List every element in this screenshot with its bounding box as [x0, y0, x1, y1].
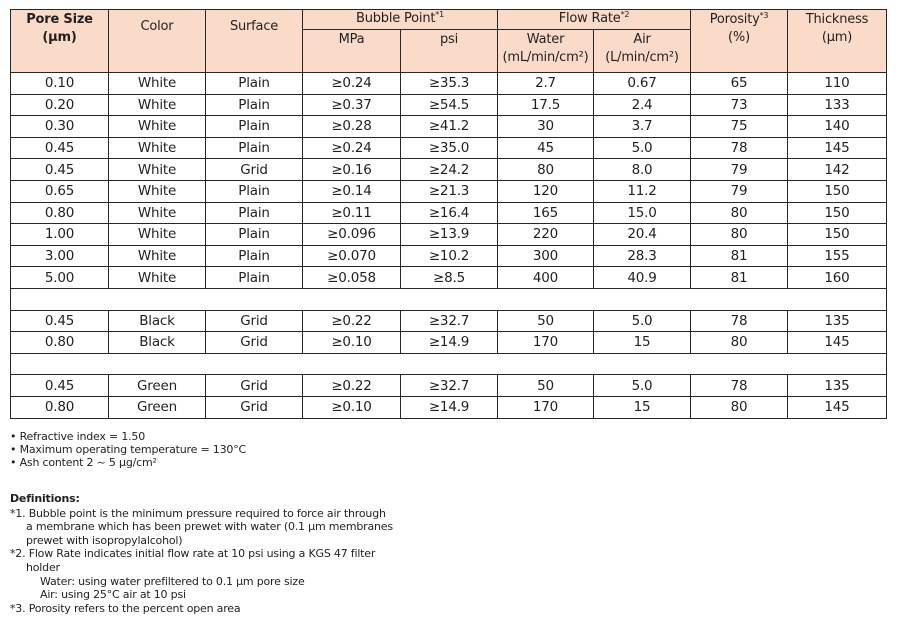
- cell-psi: ≥54.5: [401, 94, 498, 116]
- definition-1-line-2: a membrane which has been prewet with water (0.1 µm membranes: [26, 520, 393, 534]
- cell-thickness: 145: [788, 396, 887, 418]
- cell-pore: 0.30: [11, 116, 109, 138]
- cell-water: 17.5: [498, 94, 594, 116]
- cell-air: 40.9: [594, 267, 691, 289]
- table-row: [11, 94, 887, 116]
- cell-pore: 1.00: [11, 224, 109, 246]
- cell-psi: ≥32.7: [401, 375, 498, 397]
- cell-water: 300: [498, 245, 594, 267]
- cell-porosity: 81: [691, 245, 788, 267]
- cell-surface: Plain: [206, 73, 303, 95]
- definition-1-line-1: *1. Bubble point is the minimum pressure required to force air through: [10, 506, 386, 520]
- cell-air: 15: [594, 332, 691, 354]
- cell-color: White: [109, 73, 206, 95]
- cell-pore: 0.10: [11, 73, 109, 95]
- table-body: [11, 73, 887, 419]
- cell-thickness: 133: [788, 94, 887, 116]
- cell-porosity: 80: [691, 224, 788, 246]
- cell-surface: Plain: [206, 267, 303, 289]
- cell-mpa: ≥0.28: [303, 116, 401, 138]
- cell-water: 400: [498, 267, 594, 289]
- cell-thickness: 110: [788, 73, 887, 95]
- cell-air: 3.7: [594, 116, 691, 138]
- cell-thickness: 150: [788, 180, 887, 202]
- cell-pore: 5.00: [11, 267, 109, 289]
- spacer-cell: [11, 288, 887, 310]
- cell-water: 120: [498, 180, 594, 202]
- cell-pore: 0.45: [11, 159, 109, 181]
- cell-air: 5.0: [594, 375, 691, 397]
- cell-porosity: 78: [691, 375, 788, 397]
- cell-air: 8.0: [594, 159, 691, 181]
- cell-psi: ≥35.3: [401, 73, 498, 95]
- header-flow-rate: [498, 10, 691, 30]
- cell-air: 2.4: [594, 94, 691, 116]
- cell-porosity: 80: [691, 332, 788, 354]
- cell-water: 170: [498, 396, 594, 418]
- cell-thickness: 135: [788, 310, 887, 332]
- note-refractive-index: • Refractive index = 1.50: [10, 430, 146, 443]
- cell-color: White: [109, 180, 206, 202]
- header-psi: [401, 30, 498, 73]
- cell-psi: ≥10.2: [401, 245, 498, 267]
- cell-color: White: [109, 245, 206, 267]
- table-row: [11, 245, 887, 267]
- definition-2-line-3: Water: using water prefiltered to 0.1 µm pore size: [40, 574, 305, 588]
- cell-psi: ≥8.5: [401, 267, 498, 289]
- cell-thickness: 150: [788, 224, 887, 246]
- footnote-marker-1: *1: [435, 10, 444, 19]
- note-ash-content: • Ash content 2 ~ 5 µg/cm²: [10, 456, 157, 470]
- cell-surface: Plain: [206, 94, 303, 116]
- header-psi-label: psi: [439, 32, 459, 47]
- property-notes: [10, 430, 246, 470]
- cell-color: White: [109, 137, 206, 159]
- cell-water: 165: [498, 202, 594, 224]
- cell-porosity: 65: [691, 73, 788, 95]
- cell-psi: ≥32.7: [401, 310, 498, 332]
- group-spacer-row: [11, 353, 887, 375]
- table-row: [11, 375, 887, 397]
- cell-surface: Grid: [206, 332, 303, 354]
- header-pore-size: [11, 10, 109, 73]
- header-color: [109, 10, 206, 73]
- cell-water: 2.7: [498, 73, 594, 95]
- table-row: [11, 310, 887, 332]
- cell-color: Green: [109, 375, 206, 397]
- cell-porosity: 79: [691, 159, 788, 181]
- cell-mpa: ≥0.10: [303, 332, 401, 354]
- table-row: [11, 180, 887, 202]
- cell-pore: 0.80: [11, 396, 109, 418]
- cell-mpa: ≥0.11: [303, 202, 401, 224]
- membrane-spec-table: [10, 9, 887, 419]
- cell-porosity: 79: [691, 180, 788, 202]
- cell-water: 170: [498, 332, 594, 354]
- cell-color: White: [109, 116, 206, 138]
- cell-water: 220: [498, 224, 594, 246]
- header-thickness: [788, 10, 887, 73]
- cell-thickness: 140: [788, 116, 887, 138]
- header-porosity: [691, 10, 788, 73]
- definition-1-line-3: prewet with isopropylalcohol): [26, 533, 183, 547]
- cell-surface: Grid: [206, 159, 303, 181]
- cell-surface: Plain: [206, 245, 303, 267]
- footnote-marker-3: *3: [759, 11, 769, 20]
- header-air-label: Air: [633, 32, 651, 47]
- cell-psi: ≥35.0: [401, 137, 498, 159]
- table-row: [11, 267, 887, 289]
- cell-mpa: ≥0.22: [303, 310, 401, 332]
- cell-thickness: 160: [788, 267, 887, 289]
- cell-pore: 0.20: [11, 94, 109, 116]
- cell-water: 30: [498, 116, 594, 138]
- cell-mpa: ≥0.058: [303, 267, 401, 289]
- cell-psi: ≥16.4: [401, 202, 498, 224]
- header-flow-rate-label: Flow Rate: [558, 11, 621, 26]
- group-spacer-row: [11, 288, 887, 310]
- cell-color: White: [109, 159, 206, 181]
- cell-thickness: 150: [788, 202, 887, 224]
- cell-psi: ≥24.2: [401, 159, 498, 181]
- cell-thickness: 145: [788, 332, 887, 354]
- cell-color: White: [109, 224, 206, 246]
- header-bubble-point-label: Bubble Point: [356, 11, 436, 26]
- table-row: [11, 224, 887, 246]
- cell-porosity: 75: [691, 116, 788, 138]
- cell-porosity: 73: [691, 94, 788, 116]
- table-header: [11, 10, 887, 73]
- definition-2-line-1: *2. Flow Rate indicates initial flow rate at 10 psi using a KGS 47 filter: [10, 547, 376, 561]
- header-water: [498, 30, 594, 73]
- cell-psi: ≥14.9: [401, 396, 498, 418]
- table-row: [11, 137, 887, 159]
- header-pore-size-label: Pore Size: [26, 12, 93, 27]
- cell-mpa: ≥0.070: [303, 245, 401, 267]
- cell-pore: 0.45: [11, 310, 109, 332]
- cell-porosity: 80: [691, 396, 788, 418]
- cell-pore: 0.80: [11, 332, 109, 354]
- cell-air: 15.0: [594, 202, 691, 224]
- cell-air: 28.3: [594, 245, 691, 267]
- cell-color: White: [109, 94, 206, 116]
- footnote-marker-2: *2: [620, 10, 630, 19]
- header-water-unit: (mL/min/cm²): [502, 50, 589, 65]
- definitions-title: Definitions:: [10, 492, 80, 505]
- cell-mpa: ≥0.14: [303, 180, 401, 202]
- cell-pore: 3.00: [11, 245, 109, 267]
- cell-porosity: 78: [691, 310, 788, 332]
- cell-surface: Plain: [206, 224, 303, 246]
- spacer-cell: [11, 353, 887, 375]
- cell-surface: Plain: [206, 116, 303, 138]
- cell-porosity: 78: [691, 137, 788, 159]
- header-surface: [206, 10, 303, 73]
- cell-pore: 0.65: [11, 180, 109, 202]
- cell-mpa: ≥0.24: [303, 137, 401, 159]
- cell-color: White: [109, 267, 206, 289]
- definition-3-line-1: *3. Porosity refers to the percent open area: [10, 601, 241, 615]
- cell-surface: Grid: [206, 375, 303, 397]
- header-water-label: Water: [526, 32, 565, 47]
- header-air: [594, 30, 691, 73]
- table-row: [11, 332, 887, 354]
- definitions: [10, 492, 393, 615]
- cell-color: Black: [109, 310, 206, 332]
- header-thickness-label: Thickness: [805, 12, 869, 27]
- cell-psi: ≥13.9: [401, 224, 498, 246]
- cell-surface: Plain: [206, 180, 303, 202]
- cell-air: 20.4: [594, 224, 691, 246]
- definition-2-line-4: Air: using 25°C air at 10 psi: [40, 588, 186, 602]
- cell-air: 0.67: [594, 73, 691, 95]
- cell-thickness: 142: [788, 159, 887, 181]
- header-mpa: [303, 30, 401, 73]
- cell-air: 15: [594, 396, 691, 418]
- cell-surface: Plain: [206, 137, 303, 159]
- cell-thickness: 135: [788, 375, 887, 397]
- cell-color: White: [109, 202, 206, 224]
- table-row: [11, 396, 887, 418]
- table-row: [11, 202, 887, 224]
- cell-mpa: ≥0.22: [303, 375, 401, 397]
- cell-surface: Grid: [206, 310, 303, 332]
- header-air-unit: (L/min/cm²): [605, 50, 679, 65]
- cell-thickness: 145: [788, 137, 887, 159]
- cell-air: 5.0: [594, 310, 691, 332]
- header-pore-size-unit: (µm): [42, 30, 77, 45]
- cell-psi: ≥41.2: [401, 116, 498, 138]
- cell-porosity: 80: [691, 202, 788, 224]
- cell-air: 11.2: [594, 180, 691, 202]
- cell-mpa: ≥0.24: [303, 73, 401, 95]
- table-row: [11, 116, 887, 138]
- cell-water: 80: [498, 159, 594, 181]
- cell-pore: 0.80: [11, 202, 109, 224]
- header-porosity-label: Porosity: [709, 12, 760, 27]
- header-bubble-point: [303, 10, 498, 30]
- cell-mpa: ≥0.37: [303, 94, 401, 116]
- header-mpa-label: MPa: [338, 32, 365, 47]
- cell-mpa: ≥0.16: [303, 159, 401, 181]
- cell-pore: 0.45: [11, 375, 109, 397]
- cell-water: 50: [498, 310, 594, 332]
- header-porosity-unit: (%): [728, 30, 750, 45]
- cell-surface: Plain: [206, 202, 303, 224]
- cell-color: Black: [109, 332, 206, 354]
- definition-2-line-2: holder: [26, 560, 60, 574]
- cell-psi: ≥14.9: [401, 332, 498, 354]
- note-max-temperature: • Maximum operating temperature = 130°C: [10, 443, 246, 457]
- cell-porosity: 81: [691, 267, 788, 289]
- cell-mpa: ≥0.096: [303, 224, 401, 246]
- cell-water: 45: [498, 137, 594, 159]
- cell-surface: Grid: [206, 396, 303, 418]
- cell-thickness: 155: [788, 245, 887, 267]
- header-thickness-unit: (µm): [821, 30, 853, 45]
- header-surface-label: Surface: [229, 19, 279, 34]
- header-color-label: Color: [140, 19, 174, 34]
- table-row: [11, 73, 887, 95]
- cell-air: 5.0: [594, 137, 691, 159]
- table-row: [11, 159, 887, 181]
- cell-mpa: ≥0.10: [303, 396, 401, 418]
- cell-water: 50: [498, 375, 594, 397]
- cell-color: Green: [109, 396, 206, 418]
- cell-pore: 0.45: [11, 137, 109, 159]
- cell-psi: ≥21.3: [401, 180, 498, 202]
